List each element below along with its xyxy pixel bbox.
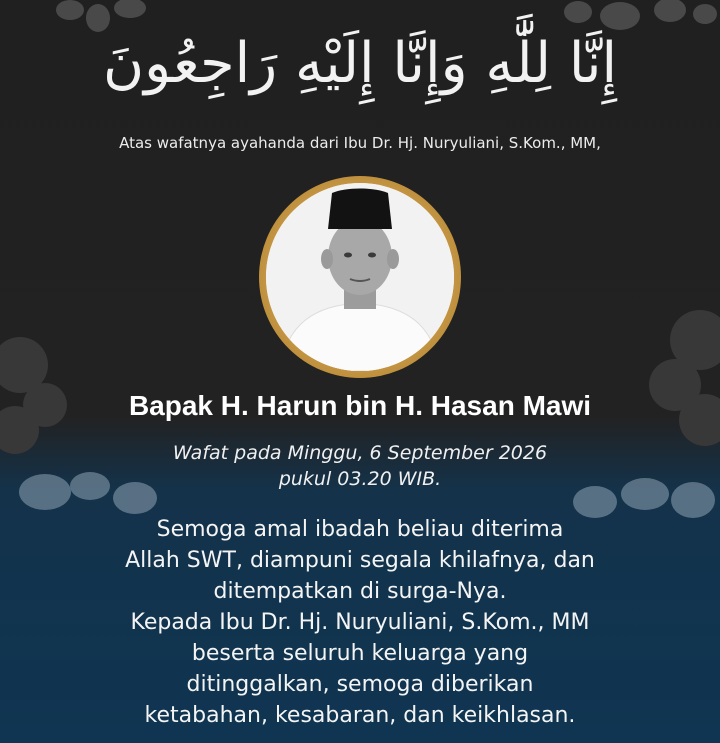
portrait-photo: [266, 183, 454, 371]
prayer-line: ditempatkan di surga-Nya.: [213, 579, 507, 604]
deceased-name: Bapak H. Harun bin H. Hasan Mawi: [128, 390, 592, 421]
flower-decoration-right: [640, 310, 720, 450]
prayer-line: Allah SWT, diampuni segala khilafnya, dan: [125, 548, 595, 573]
prayer-line: Semoga amal ibadah beliau diterima: [156, 517, 564, 542]
portrait-illustration: [266, 183, 454, 371]
death-date-info: [0, 440, 720, 492]
prayer-line: beserta seluruh keluarga yang: [191, 641, 529, 666]
prayer-line: Kepada Ibu Dr. Hj. Nuryuliani, S.Kom., MM: [130, 610, 590, 635]
intro-text: Atas wafatnya ayahanda dari Ibu Dr. Hj. Nuryuliani, S.Kom., MM,: [119, 134, 601, 152]
death-time-line: pukul 03.20 WIB.: [278, 468, 442, 490]
arabic-calligraphy: إِنَّا لِلَّٰهِ وَإِنَّا إِلَيْهِ رَاجِعُونَ: [102, 31, 618, 96]
prayer-line: ketabahan, kesabaran, dan keikhlasan.: [144, 703, 576, 728]
prayer-line: ditinggalkan, semoga diberikan: [186, 672, 534, 697]
prayer-text: [0, 514, 720, 731]
death-date-line: Wafat pada Minggu, 6 September 2026: [172, 442, 548, 464]
